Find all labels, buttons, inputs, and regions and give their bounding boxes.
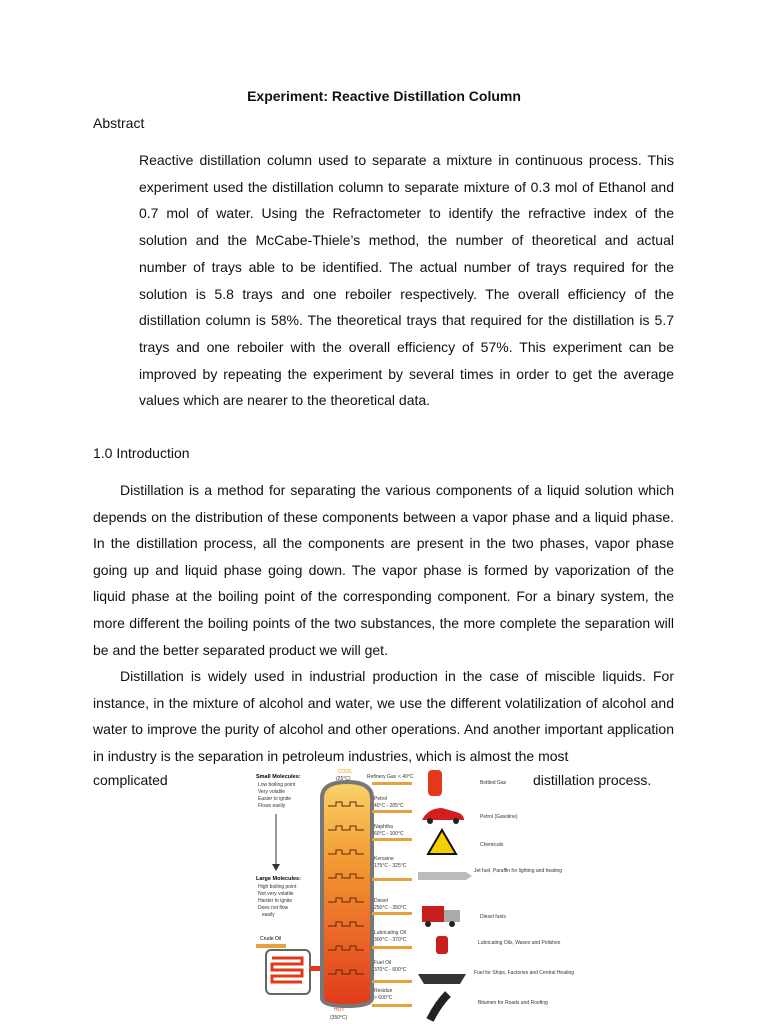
intro-paragraph-2-tail-left: complicated: [93, 772, 168, 788]
intro-paragraph-2-tail-right: distillation process.: [533, 772, 652, 788]
distillation-column-figure: [252, 768, 575, 1022]
fraction-name: Fuel Oil: [374, 960, 392, 966]
fraction-outlet: [372, 912, 412, 915]
page-title: Experiment: Reactive Distillation Column: [247, 88, 521, 104]
product-label: Bottled Gas: [480, 780, 507, 786]
crude-oil-pipe: [256, 944, 286, 948]
truck-icon: [422, 906, 444, 922]
large-molecules-title: Large Molecules:: [256, 876, 301, 882]
arrow-down-icon: [272, 864, 280, 871]
fraction-temp: 300°C - 370°C: [374, 937, 407, 943]
fraction-name: Kerosine: [374, 856, 394, 862]
introduction-heading: 1.0 Introduction: [93, 445, 190, 461]
intro-paragraph-2: Distillation is widely used in industrial production in the case of miscible liquids. For instance, in the mixture of alcohol and water, we use the different volatilization of alcohol and water to improve the purity of alcohol and other operations. And another important application in industry is the separation in petroleum industries, which is almost the most: [93, 668, 674, 764]
cool-temp-label: (25°C): [336, 776, 351, 782]
fraction-outlet: [372, 946, 412, 949]
cool-label: COOL: [338, 769, 353, 775]
crude-oil-label: Crude Oil: [260, 936, 282, 942]
fraction-temp: 175°C - 325°C: [374, 863, 407, 869]
fraction-outlet: [372, 1004, 412, 1007]
large-molecule-note: Does not flow: [258, 905, 289, 911]
gas-bottle-icon: [428, 770, 442, 796]
fraction-temp: > 600°C: [374, 995, 393, 1001]
large-molecule-note: easily: [262, 912, 275, 918]
small-molecules-title: Small Molecules:: [256, 774, 301, 780]
road-icon: [430, 994, 448, 1020]
fraction-name: Petrol: [374, 796, 388, 802]
small-molecule-note: Flows easily: [258, 803, 286, 809]
oil-can-icon: [436, 936, 448, 954]
introduction-body: [93, 477, 674, 770]
distillation-column: [322, 782, 372, 1006]
large-molecule-note: Not very volatile: [258, 891, 294, 897]
product-label: Petrol (Gasoline): [480, 814, 518, 820]
fraction-outlet: [372, 980, 412, 983]
airplane-icon: [418, 872, 472, 880]
fraction-temp: 60°C - 100°C: [374, 831, 404, 837]
fraction-name: Refinery Gas: [367, 774, 397, 780]
abstract-paragraph: Reactive distillation column used to separate a mixture in continuous process. This experiment used the distillation column to separate mixture of 0.3 mol of Ethanol and 0.7 mol of water. Using the Refractometer to identify the refractive index of the solution and the McCabe-Thiele’s method, the number of theoretical and actual number of trays able to be identified. The actual number of trays required for the solution is 5.8 trays and one reboiler respectively. The overall efficiency of the distillation column is 58%. The theoretical trays that required for the distillation is 5.7 trays and one reboiler with the overall efficiency of 57%. This experiment can be improved by repeating the experiment by several times in order to get the average values which are nearer to the theoretical data.: [139, 152, 674, 409]
product-label: Diesel fuels: [480, 914, 506, 920]
product-label: Jet fuel, Paraffin for lighting and heating: [474, 868, 563, 874]
small-molecule-note: Easier to ignite: [258, 796, 292, 802]
fraction-name: Lubricating Oil: [374, 930, 406, 936]
hazard-icon: [428, 830, 456, 854]
fraction-temp: 370°C - 600°C: [374, 967, 407, 973]
car-icon: [422, 808, 464, 820]
distillation-column-diagram: [252, 768, 575, 1022]
fraction-outlet: [372, 878, 412, 881]
small-molecule-note: Low boiling point: [258, 782, 296, 788]
fraction-temp: 250°C - 350°C: [374, 905, 407, 911]
intro-paragraph-1: Distillation is a method for separating the various components of a liquid solution which depends on the distribution of these components between a vapor phase and a liquid phase. In the distillation process, all the components are present in the two phases, vapor phase going up and liquid phase going down. The vapor phase is formed by vaporization of the liquid phase at the boiling point of the corresponding component. For a binary system, the more different the boiling points of the two substances, the more complete the separation will be and the better separated product we will get.: [93, 482, 674, 658]
product-label: Lubricating Oils, Waxes and Polishes: [478, 940, 561, 946]
fraction-name: Naphtha: [374, 824, 393, 830]
fraction-outlet: [372, 810, 412, 813]
product-label: Fuel for Ships, Factories and Central Heating: [474, 970, 575, 976]
fraction-name: Residue: [374, 988, 393, 994]
abstract-heading: Abstract: [93, 115, 145, 131]
fraction-name: Diesel: [374, 898, 388, 904]
hot-label: HOT: [334, 1007, 345, 1013]
fraction-outlet: [372, 838, 412, 841]
large-molecule-note: High boiling point: [258, 884, 297, 890]
product-label: Chemicals: [480, 842, 504, 848]
ship-icon: [418, 974, 466, 984]
fraction-temp: 40°C - 205°C: [374, 803, 404, 809]
large-molecule-note: Harder to ignite: [258, 898, 293, 904]
fraction-temp: < 40°C: [398, 774, 414, 780]
small-molecule-note: Very volatile: [258, 789, 285, 795]
fraction-outlet: [372, 782, 412, 785]
product-label: Bitumen for Roads and Roofing: [478, 1000, 548, 1006]
hot-temp-label: (350°C): [330, 1015, 348, 1021]
